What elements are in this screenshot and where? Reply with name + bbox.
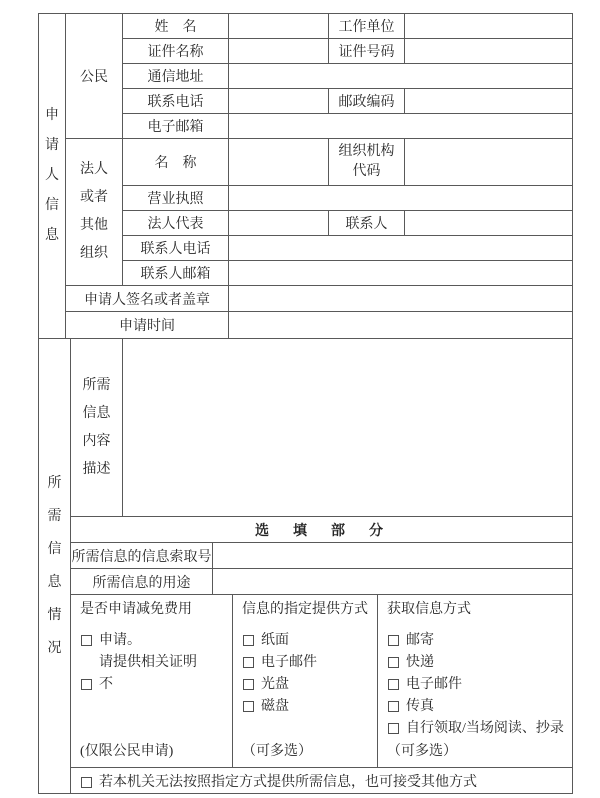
obtain-option-fax xyxy=(387,698,566,716)
obtain-email-checkbox[interactable] xyxy=(388,679,399,690)
work-unit-field-label: 工作单位 xyxy=(329,14,405,39)
cert-name-input-cell[interactable] xyxy=(229,39,329,64)
fax-option-label: 传真 xyxy=(406,699,434,714)
delivery-option-disk xyxy=(242,698,371,716)
delivery-method-footnote: （可多选） xyxy=(242,744,312,759)
disk-checkbox[interactable] xyxy=(243,701,254,712)
obtain-option-express xyxy=(387,654,566,672)
content-desc-input-cell[interactable] xyxy=(123,339,573,517)
org-name-input-cell[interactable] xyxy=(229,139,329,186)
signature-field-label: 申请人签名或者盖章 xyxy=(66,286,229,312)
pickup-option-label: 自行领取/当场阅读、抄录 xyxy=(406,721,564,736)
work-unit-input-cell[interactable] xyxy=(405,14,573,39)
postal-code-input-cell[interactable] xyxy=(405,89,573,114)
delivery-option-cd xyxy=(242,676,371,694)
contact-phone-field-label: 联系人电话 xyxy=(123,236,229,261)
name-input-cell[interactable] xyxy=(229,14,329,39)
no-option-label: 不 xyxy=(99,677,113,692)
contact-phone-input-cell[interactable] xyxy=(229,236,573,261)
fee-waiver-footnote: (仅限公民申请) xyxy=(80,744,174,759)
delivery-method-title: 信息的指定提供方式 xyxy=(242,602,368,617)
signature-input-cell[interactable] xyxy=(229,286,573,312)
name-field-label: 姓 名 xyxy=(123,14,229,39)
contact-input-cell[interactable] xyxy=(405,211,573,236)
legal-rep-input-cell[interactable] xyxy=(229,211,329,236)
phone-input-cell[interactable] xyxy=(229,89,329,114)
address-input-cell[interactable] xyxy=(229,64,573,89)
obtain-option-email xyxy=(387,676,566,694)
express-checkbox[interactable] xyxy=(388,657,399,668)
obtain-method-title: 获取信息方式 xyxy=(387,602,471,617)
legal-rep-field-label: 法人代表 xyxy=(123,211,229,236)
delivery-email-checkbox[interactable] xyxy=(243,657,254,668)
obtain-method-cell xyxy=(378,595,573,768)
obtain-email-option-label: 电子邮件 xyxy=(406,677,462,692)
paper-checkbox[interactable] xyxy=(243,635,254,646)
disk-option-label: 磁盘 xyxy=(261,699,289,714)
paper-option-label: 纸面 xyxy=(261,633,289,648)
contact-email-input-cell[interactable] xyxy=(229,261,573,286)
email-field-label: 电子邮箱 xyxy=(123,114,229,139)
apply-option-label: 申请。 xyxy=(99,633,141,648)
no-checkbox[interactable] xyxy=(81,679,92,690)
org-code-field-label: 组织机构代码 xyxy=(329,139,405,186)
fee-waiver-option-apply xyxy=(80,632,226,650)
cd-checkbox[interactable] xyxy=(243,679,254,690)
license-field-label: 营业执照 xyxy=(123,186,229,211)
citizen-group-label: 公民 xyxy=(66,14,123,139)
delivery-method-cell xyxy=(233,595,378,768)
fee-waiver-title: 是否申请减免费用 xyxy=(80,602,192,617)
applicant-section-side-label xyxy=(39,14,66,339)
mail-option-label: 邮寄 xyxy=(406,633,434,648)
contact-field-label: 联系人 xyxy=(329,211,405,236)
email-input-cell[interactable] xyxy=(229,114,573,139)
fee-waiver-cell xyxy=(71,595,233,768)
delivery-option-paper xyxy=(242,632,371,650)
fee-waiver-option-no xyxy=(80,676,226,694)
apply-time-field-label: 申请时间 xyxy=(66,312,229,339)
other-method-checkbox[interactable] xyxy=(81,777,92,788)
purpose-label: 所需信息的用途 xyxy=(71,569,213,595)
applicant-side-label-text: 申请人信息 xyxy=(45,108,59,243)
cert-no-input-cell[interactable] xyxy=(405,39,573,64)
other-method-note: 若本机关无法按照指定方式提供所需信息，也可接受其他方式 xyxy=(99,774,477,790)
apply-checkbox[interactable] xyxy=(81,635,92,646)
cert-no-field-label: 证件号码 xyxy=(329,39,405,64)
mail-checkbox[interactable] xyxy=(388,635,399,646)
fee-waiver-apply-note: 请提供相关证明 xyxy=(99,655,197,670)
cd-option-label: 光盘 xyxy=(261,677,289,692)
postal-code-field-label: 邮政编码 xyxy=(329,89,405,114)
obtain-option-pickup xyxy=(387,720,566,738)
other-method-row xyxy=(71,768,573,794)
address-field-label: 通信地址 xyxy=(123,64,229,89)
required-info-side-label-text: 所需信息情况 xyxy=(47,476,62,656)
obtain-option-mail xyxy=(387,632,566,650)
org-code-input-cell[interactable] xyxy=(405,139,573,186)
org-group-label: 法人或者其他组织 xyxy=(66,139,123,286)
express-option-label: 快递 xyxy=(406,655,434,670)
contact-email-field-label: 联系人邮箱 xyxy=(123,261,229,286)
fax-checkbox[interactable] xyxy=(388,701,399,712)
required-info-side-label xyxy=(39,339,71,794)
index-no-label: 所需信息的信息索取号 xyxy=(71,543,213,569)
org-name-field-label: 名 称 xyxy=(123,139,229,186)
delivery-option-email xyxy=(242,654,371,672)
optional-section-title: 选 填 部 分 xyxy=(71,517,573,543)
delivery-email-option-label: 电子邮件 xyxy=(261,655,317,670)
required-info-table xyxy=(38,338,573,794)
index-no-input-cell[interactable] xyxy=(213,543,573,569)
license-input-cell[interactable] xyxy=(229,186,573,211)
phone-field-label: 联系电话 xyxy=(123,89,229,114)
cert-name-field-label: 证件名称 xyxy=(123,39,229,64)
purpose-input-cell[interactable] xyxy=(213,569,573,595)
apply-time-input-cell[interactable] xyxy=(229,312,573,339)
pickup-checkbox[interactable] xyxy=(388,723,399,734)
applicant-info-table xyxy=(38,13,573,339)
content-desc-label: 所需信息内容描述 xyxy=(71,339,123,517)
obtain-method-footnote: （可多选） xyxy=(387,744,457,759)
